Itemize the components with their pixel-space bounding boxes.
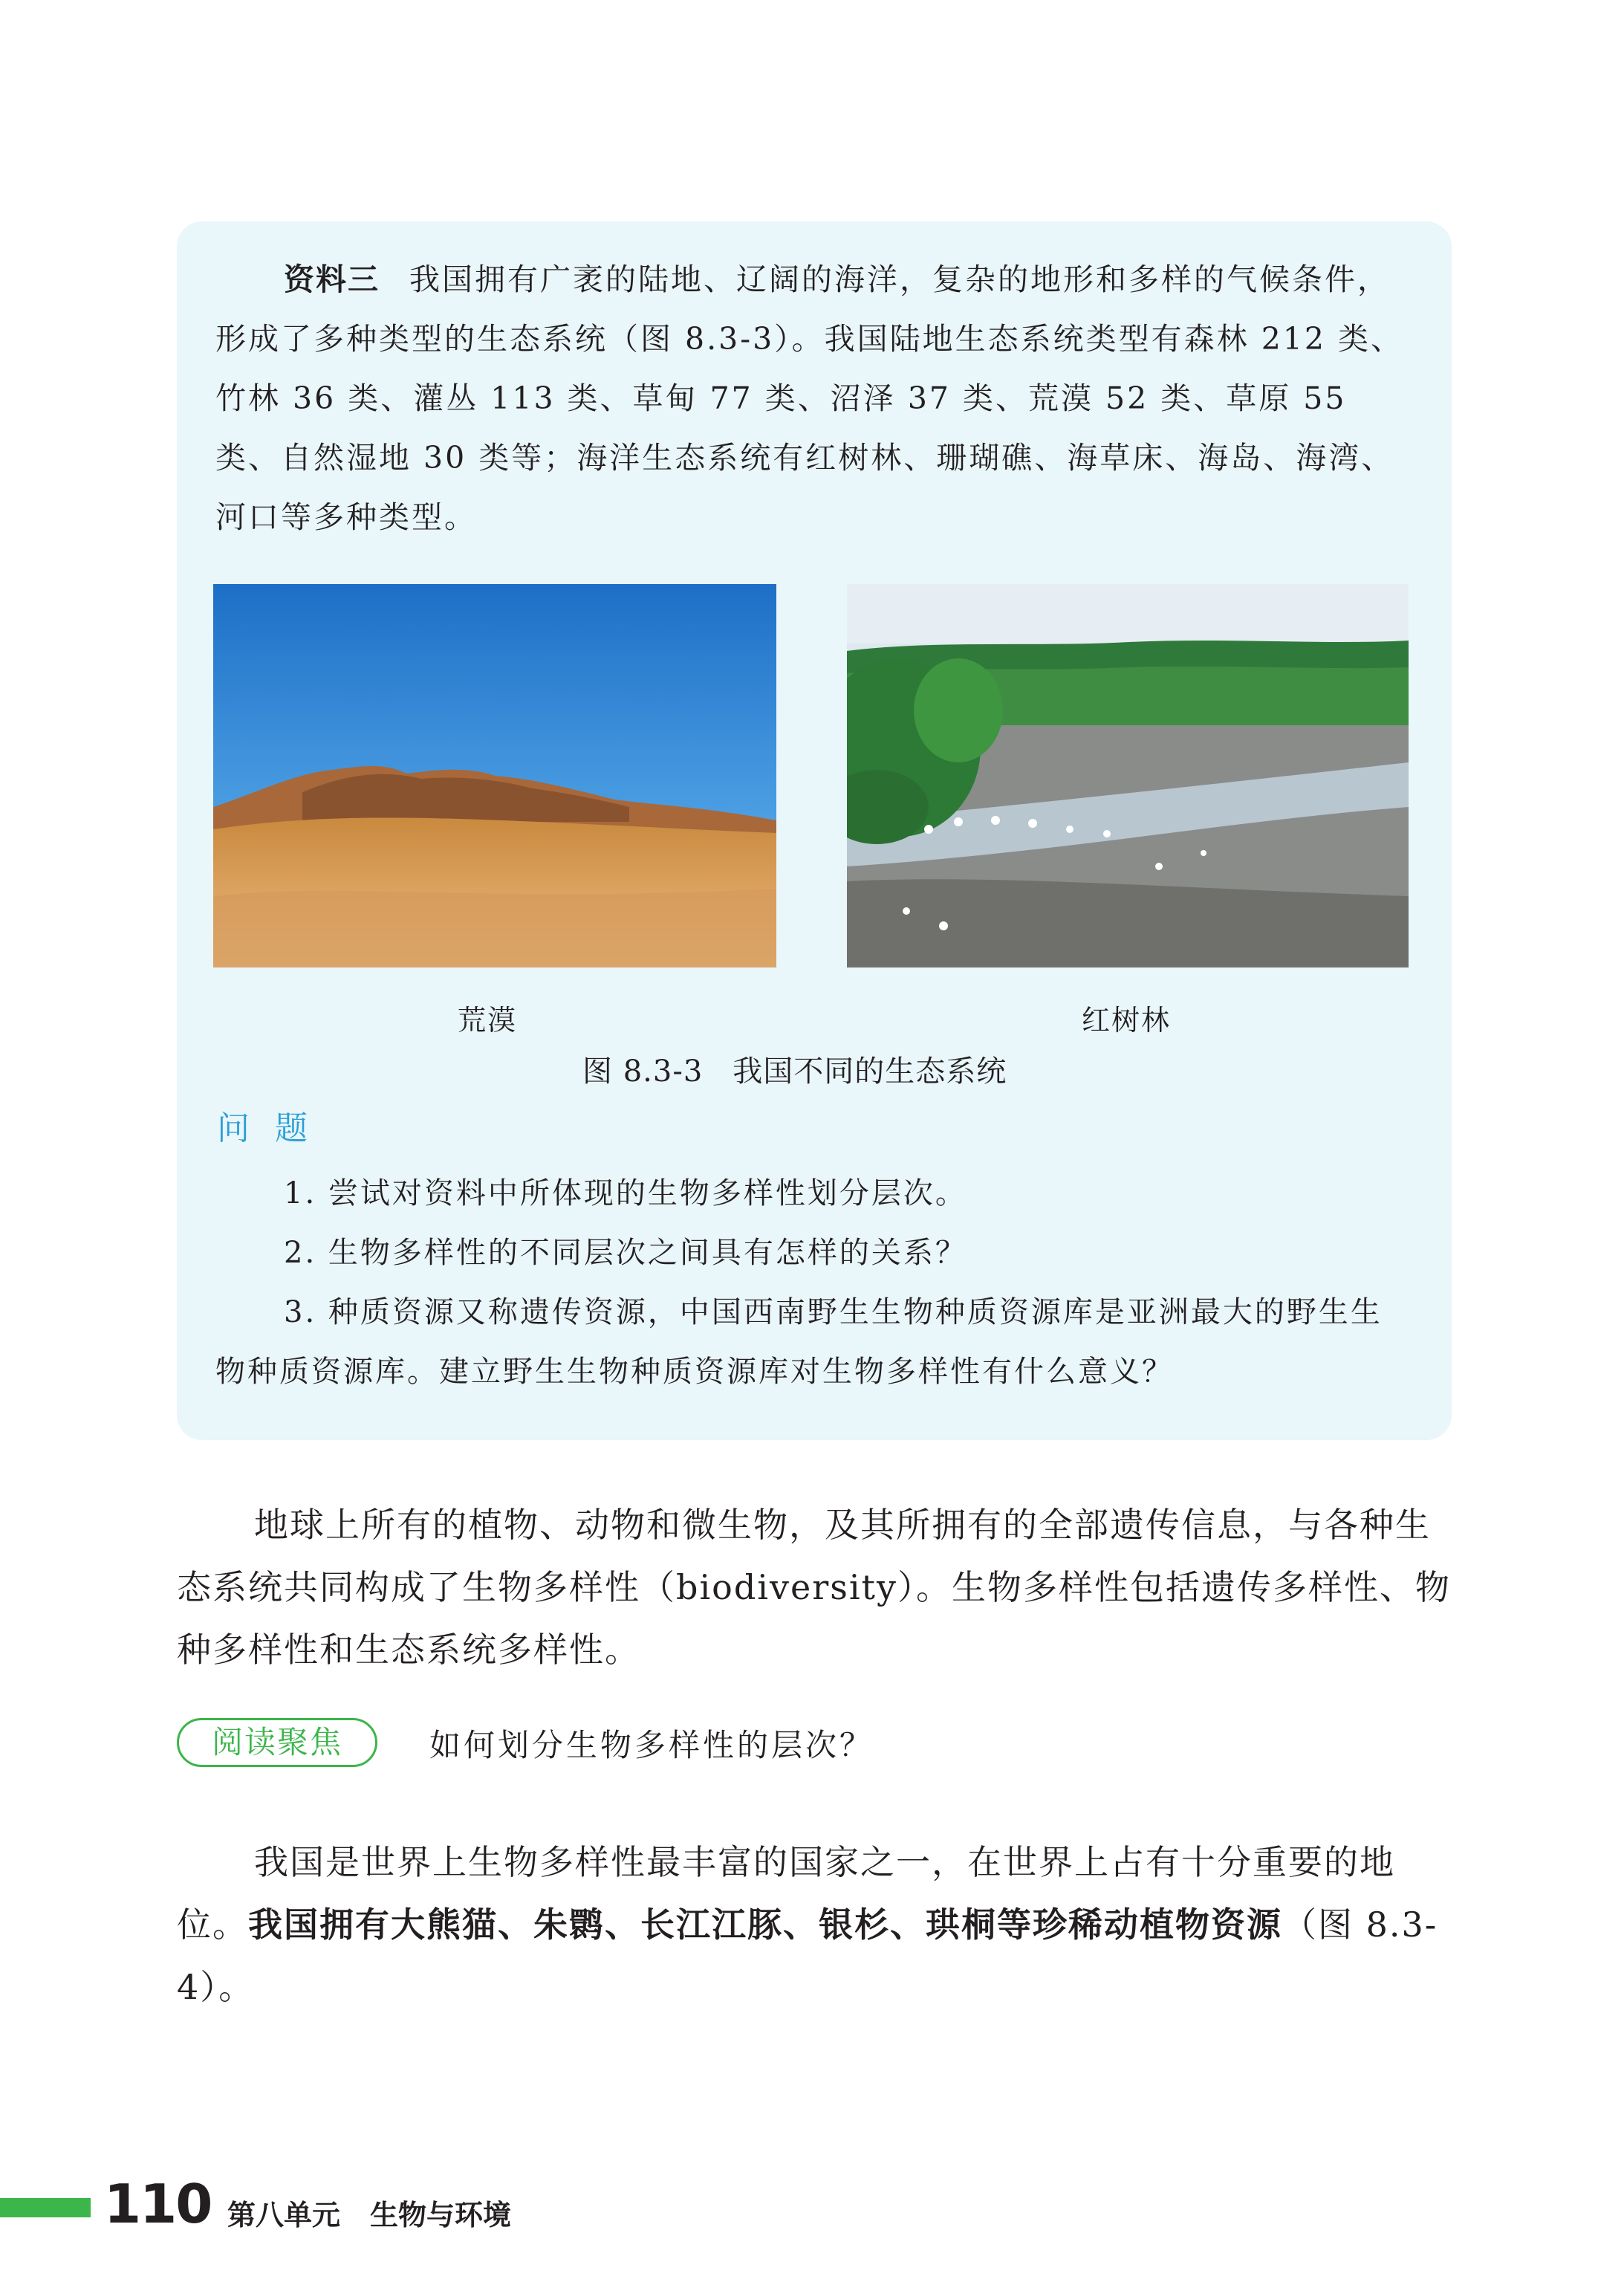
reading-focus-question: 如何划分生物多样性的层次？ (429, 1727, 874, 1763)
desert-caption: 荒漠 (458, 1004, 518, 1037)
question-item: 2. 生物多样性的不同层次之间具有怎样的关系？ (284, 1236, 967, 1270)
mangrove-photo (847, 584, 1409, 967)
mangrove-caption: 红树林 (1082, 1004, 1172, 1037)
unit-number: 第八单元 (227, 2199, 341, 2231)
body-paragraph-2 (177, 1831, 1452, 2018)
figure-title: 我国不同的生态系统 (733, 1054, 1007, 1089)
desert-photo (213, 584, 776, 967)
para2-start: 我国是世界上生物多样性最丰富的国家之一，在世界上占有十分重要的地位。 (177, 1842, 1395, 1945)
footer-unit (227, 2192, 511, 2233)
material-paragraph (215, 250, 1412, 547)
page-number: 110 (104, 2173, 212, 2235)
figure-number: 图 8.3-3 (582, 1054, 704, 1089)
material-label: 资料三 (284, 262, 380, 297)
questions-list (215, 1164, 1413, 1401)
questions-title: 问题 (217, 1109, 333, 1147)
para2-bold: 我国拥有大熊猫、朱鹮、长江江豚、银杉、珙桐等珍稀动植物资源 (248, 1905, 1282, 1945)
reading-focus-badge: 阅读聚焦 (177, 1718, 377, 1767)
para2-end: （图 8.3-4）。 (177, 1905, 1438, 2007)
unit-title: 生物与环境 (370, 2199, 512, 2231)
question-item: 3. 种质资源又称遗传资源，中国西南野生生物种质资源库是亚洲最大的野生生物种质资源库。建立野生生物种质资源库对生物多样性有什么意义？ (215, 1295, 1383, 1389)
footer-accent-bar (0, 2198, 91, 2217)
question-item: 1. 尝试对资料中所体现的生物多样性划分层次。 (284, 1176, 967, 1210)
material-text: 我国拥有广袤的陆地、辽阔的海洋，复杂的地形和多样的气候条件，形成了多种类型的生态系统（图 8.3-3）。我国陆地生态系统类型有森林 212 类、竹林 36 类、灌丛 113 类、草甸 77 类、沼泽 37 类、荒漠 52 类、草原 55 类、自然湿地 30 类等；海洋生态系统有红树林、珊瑚礁、海草床、海岛、海湾、河口等多种类型。 (215, 262, 1403, 535)
body-paragraph-1: 地球上所有的植物、动物和微生物，及其所拥有的全部遗传信息，与各种生态系统共同构成了生物多样性（biodiversity）。生物多样性包括遗传多样性、物种多样性和生态系统多样性。 (177, 1505, 1452, 1670)
figure-caption (582, 1048, 1007, 1090)
